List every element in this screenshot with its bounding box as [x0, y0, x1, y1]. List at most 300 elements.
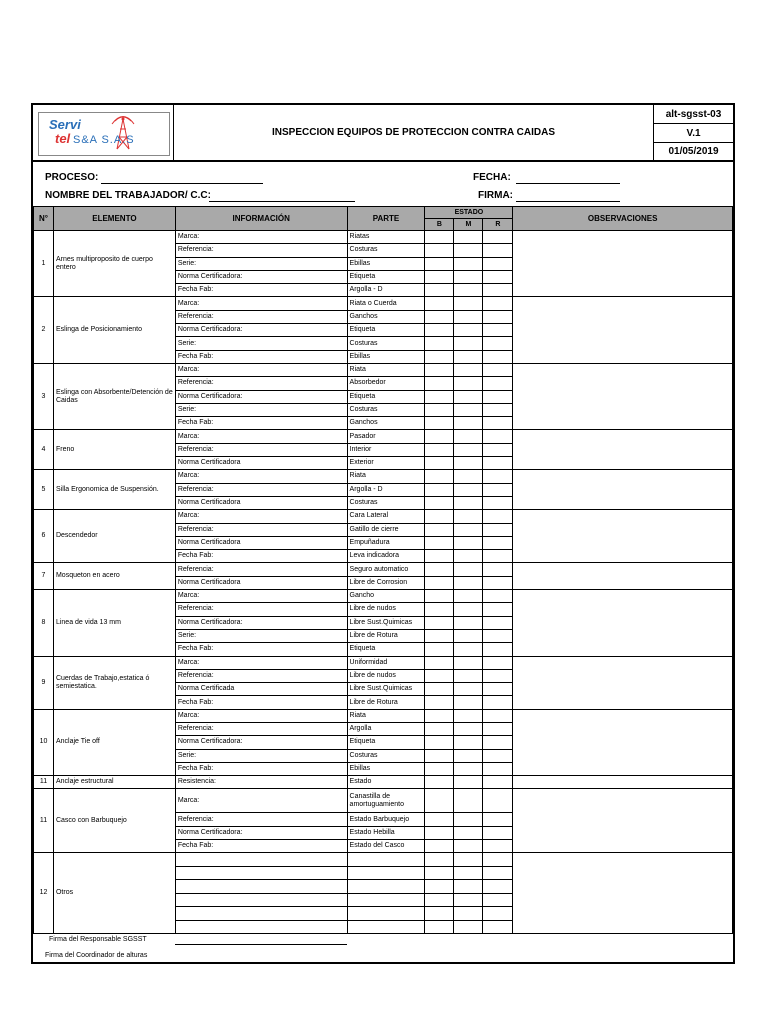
estado-m-checkbox[interactable]: [454, 324, 483, 337]
table-row: [34, 430, 733, 443]
estado-b-checkbox[interactable]: [425, 669, 454, 682]
info-cell[interactable]: Norma Certificadora:: [175, 736, 347, 749]
estado-b-checkbox[interactable]: [425, 470, 454, 483]
estado-r-checkbox[interactable]: [483, 257, 513, 270]
estado-r-checkbox[interactable]: [483, 893, 513, 907]
estado-m-checkbox[interactable]: [454, 550, 483, 563]
part-cell: Libre Sust.Quimicas: [347, 616, 425, 629]
estado-m-checkbox[interactable]: [454, 337, 483, 350]
estado-b-checkbox[interactable]: [425, 310, 454, 323]
estado-r-checkbox[interactable]: [483, 310, 513, 323]
estado-m-checkbox[interactable]: [454, 789, 483, 813]
estado-m-checkbox[interactable]: [454, 590, 483, 603]
estado-m-checkbox[interactable]: [454, 749, 483, 762]
info-cell[interactable]: Norma Certificadora:: [175, 826, 347, 839]
estado-m-checkbox[interactable]: [454, 643, 483, 656]
info-cell[interactable]: Fecha Fab:: [175, 350, 347, 363]
item-number: 8: [34, 590, 54, 656]
estado-b-checkbox[interactable]: [425, 893, 454, 907]
table-row: [34, 470, 733, 483]
estado-m-checkbox[interactable]: [454, 893, 483, 907]
part-cell: Leva indicadora: [347, 550, 425, 563]
estado-r-checkbox[interactable]: [483, 576, 513, 589]
info-cell[interactable]: Serie:: [175, 629, 347, 642]
estado-m-checkbox[interactable]: [454, 616, 483, 629]
item-number: 12: [34, 853, 54, 934]
estado-m-checkbox[interactable]: [454, 722, 483, 735]
logo-text-top: Servi: [49, 117, 81, 132]
estado-m-checkbox[interactable]: [454, 284, 483, 297]
estado-r-checkbox[interactable]: [483, 244, 513, 257]
estado-r-checkbox[interactable]: [483, 826, 513, 839]
estado-b-checkbox[interactable]: [425, 536, 454, 549]
estado-r-checkbox[interactable]: [483, 231, 513, 244]
estado-b-checkbox[interactable]: [425, 550, 454, 563]
info-cell[interactable]: Serie:: [175, 337, 347, 350]
logo-text-bottom: tel: [55, 131, 71, 146]
estado-r-checkbox[interactable]: [483, 736, 513, 749]
estado-b-checkbox[interactable]: [425, 840, 454, 853]
info-cell[interactable]: Norma Certificadora: [175, 457, 347, 470]
estado-b-checkbox[interactable]: [425, 483, 454, 496]
estado-m-checkbox[interactable]: [454, 736, 483, 749]
info-cell[interactable]: Fecha Fab:: [175, 550, 347, 563]
item-number: 3: [34, 363, 54, 429]
estado-b-checkbox[interactable]: [425, 866, 454, 880]
estado-b-checkbox[interactable]: [425, 510, 454, 523]
estado-b-checkbox[interactable]: [425, 709, 454, 722]
estado-b-checkbox[interactable]: [425, 270, 454, 283]
observaciones-cell[interactable]: [513, 656, 733, 709]
estado-r-checkbox[interactable]: [483, 324, 513, 337]
estado-m-checkbox[interactable]: [454, 536, 483, 549]
part-cell: Cara Lateral: [347, 510, 425, 523]
info-cell[interactable]: Norma Certificadora:: [175, 616, 347, 629]
part-cell: Libre de Corrosion: [347, 576, 425, 589]
info-cell[interactable]: Referencia:: [175, 563, 347, 576]
estado-b-checkbox[interactable]: [425, 603, 454, 616]
estado-b-checkbox[interactable]: [425, 826, 454, 839]
info-cell[interactable]: Norma Certificadora:: [175, 324, 347, 337]
form-title: INSPECCION EQUIPOS DE PROTECCION CONTRA CAIDAS: [174, 105, 654, 160]
observaciones-cell[interactable]: [513, 510, 733, 563]
estado-r-checkbox[interactable]: [483, 377, 513, 390]
company-logo: [38, 112, 170, 156]
estado-r-checkbox[interactable]: [483, 417, 513, 430]
observaciones-cell[interactable]: [513, 231, 733, 297]
estado-r-checkbox[interactable]: [483, 430, 513, 443]
item-number: 11: [34, 789, 54, 853]
info-cell[interactable]: Marca:: [175, 470, 347, 483]
info-cell[interactable]: Marca:: [175, 430, 347, 443]
estado-b-checkbox[interactable]: [425, 656, 454, 669]
estado-m-checkbox[interactable]: [454, 297, 483, 310]
info-cell[interactable]: Referencia:: [175, 483, 347, 496]
estado-r-checkbox[interactable]: [483, 853, 513, 867]
estado-r-checkbox[interactable]: [483, 616, 513, 629]
estado-m-checkbox[interactable]: [454, 457, 483, 470]
trabajador-field[interactable]: [209, 201, 355, 202]
coordinador-signature-line[interactable]: [175, 962, 347, 963]
firma-field[interactable]: [516, 201, 620, 202]
estado-b-checkbox[interactable]: [425, 920, 454, 934]
proceso-label: PROCESO:: [45, 172, 99, 183]
estado-b-checkbox[interactable]: [425, 244, 454, 257]
estado-m-checkbox[interactable]: [454, 656, 483, 669]
header-estado-b: B: [425, 219, 454, 231]
estado-r-checkbox[interactable]: [483, 510, 513, 523]
info-cell[interactable]: [175, 866, 347, 880]
estado-m-checkbox[interactable]: [454, 576, 483, 589]
form-version: V.1: [654, 124, 733, 143]
estado-b-checkbox[interactable]: [425, 403, 454, 416]
info-cell[interactable]: Referencia:: [175, 377, 347, 390]
form-code: alt-sgsst-03: [654, 105, 733, 124]
estado-b-checkbox[interactable]: [425, 789, 454, 813]
estado-r-checkbox[interactable]: [483, 337, 513, 350]
estado-m-checkbox[interactable]: [454, 762, 483, 775]
estado-b-checkbox[interactable]: [425, 457, 454, 470]
estado-r-checkbox[interactable]: [483, 550, 513, 563]
estado-b-checkbox[interactable]: [425, 643, 454, 656]
info-cell[interactable]: Fecha Fab:: [175, 696, 347, 709]
estado-b-checkbox[interactable]: [425, 257, 454, 270]
part-cell: Ebillas: [347, 350, 425, 363]
estado-r-checkbox[interactable]: [483, 776, 513, 789]
info-cell[interactable]: [175, 893, 347, 907]
part-cell: [347, 920, 425, 934]
estado-m-checkbox[interactable]: [454, 510, 483, 523]
estado-b-checkbox[interactable]: [425, 284, 454, 297]
estado-r-checkbox[interactable]: [483, 470, 513, 483]
info-cell[interactable]: Marca:: [175, 789, 347, 813]
estado-r-checkbox[interactable]: [483, 669, 513, 682]
estado-m-checkbox[interactable]: [454, 310, 483, 323]
observaciones-cell[interactable]: [513, 709, 733, 775]
estado-r-checkbox[interactable]: [483, 443, 513, 456]
table-row: [34, 510, 733, 523]
estado-r-checkbox[interactable]: [483, 709, 513, 722]
estado-m-checkbox[interactable]: [454, 709, 483, 722]
part-cell: Estado del Casco: [347, 840, 425, 853]
estado-b-checkbox[interactable]: [425, 749, 454, 762]
estado-r-checkbox[interactable]: [483, 350, 513, 363]
item-number: 1: [34, 231, 54, 297]
info-cell[interactable]: Referencia:: [175, 523, 347, 536]
info-cell[interactable]: Marca:: [175, 231, 347, 244]
estado-b-checkbox[interactable]: [425, 417, 454, 430]
estado-m-checkbox[interactable]: [454, 350, 483, 363]
inspection-form: [31, 103, 735, 964]
estado-m-checkbox[interactable]: [454, 840, 483, 853]
estado-b-checkbox[interactable]: [425, 576, 454, 589]
estado-m-checkbox[interactable]: [454, 603, 483, 616]
estado-b-checkbox[interactable]: [425, 629, 454, 642]
item-number: 7: [34, 563, 54, 590]
estado-m-checkbox[interactable]: [454, 669, 483, 682]
form-info-section: [33, 162, 733, 207]
trabajador-label: NOMBRE DEL TRABAJADOR/ C.C:: [45, 190, 211, 201]
observaciones-cell[interactable]: [513, 590, 733, 656]
table-row: [34, 563, 733, 576]
estado-r-checkbox[interactable]: [483, 722, 513, 735]
info-cell[interactable]: Referencia:: [175, 244, 347, 257]
estado-r-checkbox[interactable]: [483, 563, 513, 576]
estado-r-checkbox[interactable]: [483, 866, 513, 880]
estado-m-checkbox[interactable]: [454, 683, 483, 696]
estado-r-checkbox[interactable]: [483, 270, 513, 283]
item-element: Eslinga con Absorbente/Detención de Caidas: [53, 363, 175, 429]
info-cell[interactable]: Norma Certificadora: [175, 576, 347, 589]
estado-r-checkbox[interactable]: [483, 789, 513, 813]
estado-m-checkbox[interactable]: [454, 563, 483, 576]
estado-r-checkbox[interactable]: [483, 920, 513, 934]
estado-b-checkbox[interactable]: [425, 231, 454, 244]
info-cell[interactable]: Norma Certificadora:: [175, 270, 347, 283]
header-num: N°: [34, 207, 54, 231]
info-cell[interactable]: Referencia:: [175, 443, 347, 456]
info-cell[interactable]: Fecha Fab:: [175, 762, 347, 775]
estado-b-checkbox[interactable]: [425, 523, 454, 536]
form-header: [33, 105, 733, 162]
part-cell: Riata: [347, 709, 425, 722]
estado-r-checkbox[interactable]: [483, 656, 513, 669]
info-cell[interactable]: Fecha Fab:: [175, 417, 347, 430]
estado-b-checkbox[interactable]: [425, 907, 454, 921]
observaciones-cell[interactable]: [513, 430, 733, 470]
estado-b-checkbox[interactable]: [425, 880, 454, 894]
estado-b-checkbox[interactable]: [425, 297, 454, 310]
observaciones-cell[interactable]: [513, 563, 733, 590]
info-cell[interactable]: Resistencia:: [175, 776, 347, 789]
info-cell[interactable]: Marca:: [175, 297, 347, 310]
estado-r-checkbox[interactable]: [483, 284, 513, 297]
estado-b-checkbox[interactable]: [425, 722, 454, 735]
estado-r-checkbox[interactable]: [483, 536, 513, 549]
fecha-field[interactable]: [516, 183, 620, 184]
estado-b-checkbox[interactable]: [425, 563, 454, 576]
info-cell[interactable]: [175, 853, 347, 867]
part-cell: Argolla - D: [347, 483, 425, 496]
table-row: [34, 590, 733, 603]
estado-b-checkbox[interactable]: [425, 496, 454, 509]
info-cell[interactable]: Marca:: [175, 590, 347, 603]
observaciones-cell[interactable]: [513, 470, 733, 510]
estado-m-checkbox[interactable]: [454, 257, 483, 270]
form-date: 01/05/2019: [668, 146, 719, 157]
table-row: [34, 789, 733, 813]
estado-r-checkbox[interactable]: [483, 643, 513, 656]
header-estado: ESTADO: [425, 207, 513, 219]
estado-m-checkbox[interactable]: [454, 826, 483, 839]
info-cell[interactable]: Referencia:: [175, 813, 347, 826]
item-element: Silla Ergonomica de Suspensión.: [53, 470, 175, 510]
estado-b-checkbox[interactable]: [425, 377, 454, 390]
estado-r-checkbox[interactable]: [483, 683, 513, 696]
part-cell: Libre Sust.Quimicas: [347, 683, 425, 696]
estado-r-checkbox[interactable]: [483, 840, 513, 853]
item-number: 10: [34, 709, 54, 775]
estado-m-checkbox[interactable]: [454, 696, 483, 709]
estado-b-checkbox[interactable]: [425, 683, 454, 696]
estado-b-checkbox[interactable]: [425, 736, 454, 749]
estado-r-checkbox[interactable]: [483, 496, 513, 509]
estado-m-checkbox[interactable]: [454, 483, 483, 496]
observaciones-cell[interactable]: [513, 853, 733, 934]
estado-m-checkbox[interactable]: [454, 470, 483, 483]
part-cell: [347, 880, 425, 894]
info-cell[interactable]: Referencia:: [175, 722, 347, 735]
estado-b-checkbox[interactable]: [425, 324, 454, 337]
inspection-table: [33, 206, 733, 934]
part-cell: Ebillas: [347, 762, 425, 775]
part-cell: Costuras: [347, 749, 425, 762]
observaciones-cell[interactable]: [513, 363, 733, 429]
estado-r-checkbox[interactable]: [483, 363, 513, 376]
estado-b-checkbox[interactable]: [425, 363, 454, 376]
part-cell: Ganchos: [347, 310, 425, 323]
estado-b-checkbox[interactable]: [425, 762, 454, 775]
estado-r-checkbox[interactable]: [483, 523, 513, 536]
info-cell[interactable]: [175, 907, 347, 921]
info-cell[interactable]: Marca:: [175, 363, 347, 376]
header-elemento: ELEMENTO: [53, 207, 175, 231]
part-cell: Argolla: [347, 722, 425, 735]
item-number: 4: [34, 430, 54, 470]
info-cell[interactable]: Norma Certificadora:: [175, 390, 347, 403]
estado-m-checkbox[interactable]: [454, 853, 483, 867]
estado-m-checkbox[interactable]: [454, 629, 483, 642]
estado-b-checkbox[interactable]: [425, 337, 454, 350]
info-cell[interactable]: [175, 880, 347, 894]
estado-r-checkbox[interactable]: [483, 907, 513, 921]
estado-r-checkbox[interactable]: [483, 483, 513, 496]
info-cell[interactable]: Fecha Fab:: [175, 643, 347, 656]
part-cell: Canastilla de amortuguamiento: [347, 789, 425, 813]
part-cell: Pasador: [347, 430, 425, 443]
info-cell[interactable]: Marca:: [175, 656, 347, 669]
estado-b-checkbox[interactable]: [425, 616, 454, 629]
estado-m-checkbox[interactable]: [454, 813, 483, 826]
header-observaciones: OBSERVACIONES: [513, 207, 733, 231]
estado-m-checkbox[interactable]: [454, 496, 483, 509]
estado-b-checkbox[interactable]: [425, 350, 454, 363]
estado-m-checkbox[interactable]: [454, 430, 483, 443]
estado-m-checkbox[interactable]: [454, 523, 483, 536]
info-cell[interactable]: Norma Certificadora: [175, 536, 347, 549]
estado-m-checkbox[interactable]: [454, 866, 483, 880]
part-cell: Interior: [347, 443, 425, 456]
estado-b-checkbox[interactable]: [425, 776, 454, 789]
estado-m-checkbox[interactable]: [454, 231, 483, 244]
part-cell: Uniformidad: [347, 656, 425, 669]
header-estado-r: R: [483, 219, 513, 231]
estado-r-checkbox[interactable]: [483, 696, 513, 709]
part-cell: Libre de nudos: [347, 603, 425, 616]
info-cell[interactable]: Marca:: [175, 709, 347, 722]
estado-b-checkbox[interactable]: [425, 813, 454, 826]
proceso-field[interactable]: [101, 183, 263, 184]
responsable-signature-line[interactable]: [175, 944, 347, 945]
info-cell[interactable]: Fecha Fab:: [175, 840, 347, 853]
part-cell: Costuras: [347, 337, 425, 350]
estado-m-checkbox[interactable]: [454, 880, 483, 894]
estado-m-checkbox[interactable]: [454, 377, 483, 390]
estado-b-checkbox[interactable]: [425, 390, 454, 403]
estado-m-checkbox[interactable]: [454, 403, 483, 416]
estado-r-checkbox[interactable]: [483, 749, 513, 762]
estado-m-checkbox[interactable]: [454, 363, 483, 376]
info-cell[interactable]: [175, 920, 347, 934]
info-cell[interactable]: Referencia:: [175, 603, 347, 616]
table-row: [34, 656, 733, 669]
estado-r-checkbox[interactable]: [483, 762, 513, 775]
estado-r-checkbox[interactable]: [483, 403, 513, 416]
estado-r-checkbox[interactable]: [483, 813, 513, 826]
info-cell[interactable]: Norma Certificada: [175, 683, 347, 696]
estado-r-checkbox[interactable]: [483, 603, 513, 616]
estado-r-checkbox[interactable]: [483, 297, 513, 310]
info-cell[interactable]: Referencia:: [175, 310, 347, 323]
estado-r-checkbox[interactable]: [483, 590, 513, 603]
estado-r-checkbox[interactable]: [483, 457, 513, 470]
info-cell[interactable]: Serie:: [175, 749, 347, 762]
part-cell: Etiqueta: [347, 736, 425, 749]
part-cell: Etiqueta: [347, 324, 425, 337]
observaciones-cell[interactable]: [513, 297, 733, 363]
info-cell[interactable]: Referencia:: [175, 669, 347, 682]
observaciones-cell[interactable]: [513, 776, 733, 789]
estado-m-checkbox[interactable]: [454, 417, 483, 430]
estado-b-checkbox[interactable]: [425, 443, 454, 456]
item-number: 6: [34, 510, 54, 563]
estado-b-checkbox[interactable]: [425, 696, 454, 709]
item-element: Cuerdas de Trabajo,estatica ó semiestatica.: [53, 656, 175, 709]
company-logo-cell: [33, 105, 174, 160]
estado-m-checkbox[interactable]: [454, 920, 483, 934]
item-number: 11: [34, 776, 54, 789]
estado-m-checkbox[interactable]: [454, 907, 483, 921]
part-cell: Etiqueta: [347, 390, 425, 403]
item-element: Eslinga de Posicionamiento: [53, 297, 175, 363]
info-cell[interactable]: Serie:: [175, 403, 347, 416]
info-cell[interactable]: Marca:: [175, 510, 347, 523]
estado-m-checkbox[interactable]: [454, 270, 483, 283]
info-cell[interactable]: Serie:: [175, 257, 347, 270]
estado-m-checkbox[interactable]: [454, 244, 483, 257]
estado-m-checkbox[interactable]: [454, 390, 483, 403]
estado-r-checkbox[interactable]: [483, 390, 513, 403]
estado-r-checkbox[interactable]: [483, 880, 513, 894]
item-element: Anclaje Tie off: [53, 709, 175, 775]
estado-b-checkbox[interactable]: [425, 853, 454, 867]
info-cell[interactable]: Norma Certificadora: [175, 496, 347, 509]
estado-m-checkbox[interactable]: [454, 443, 483, 456]
estado-m-checkbox[interactable]: [454, 776, 483, 789]
firma-label: FIRMA:: [478, 190, 513, 201]
item-number: 5: [34, 470, 54, 510]
observaciones-cell[interactable]: [513, 789, 733, 853]
item-element: Otros: [53, 853, 175, 934]
info-cell[interactable]: Fecha Fab:: [175, 284, 347, 297]
estado-b-checkbox[interactable]: [425, 590, 454, 603]
item-element: Anclaje estructural: [53, 776, 175, 789]
part-cell: Absorbedor: [347, 377, 425, 390]
estado-b-checkbox[interactable]: [425, 430, 454, 443]
part-cell: Riata o Cuerda: [347, 297, 425, 310]
estado-r-checkbox[interactable]: [483, 629, 513, 642]
part-cell: Estado Hebilla: [347, 826, 425, 839]
